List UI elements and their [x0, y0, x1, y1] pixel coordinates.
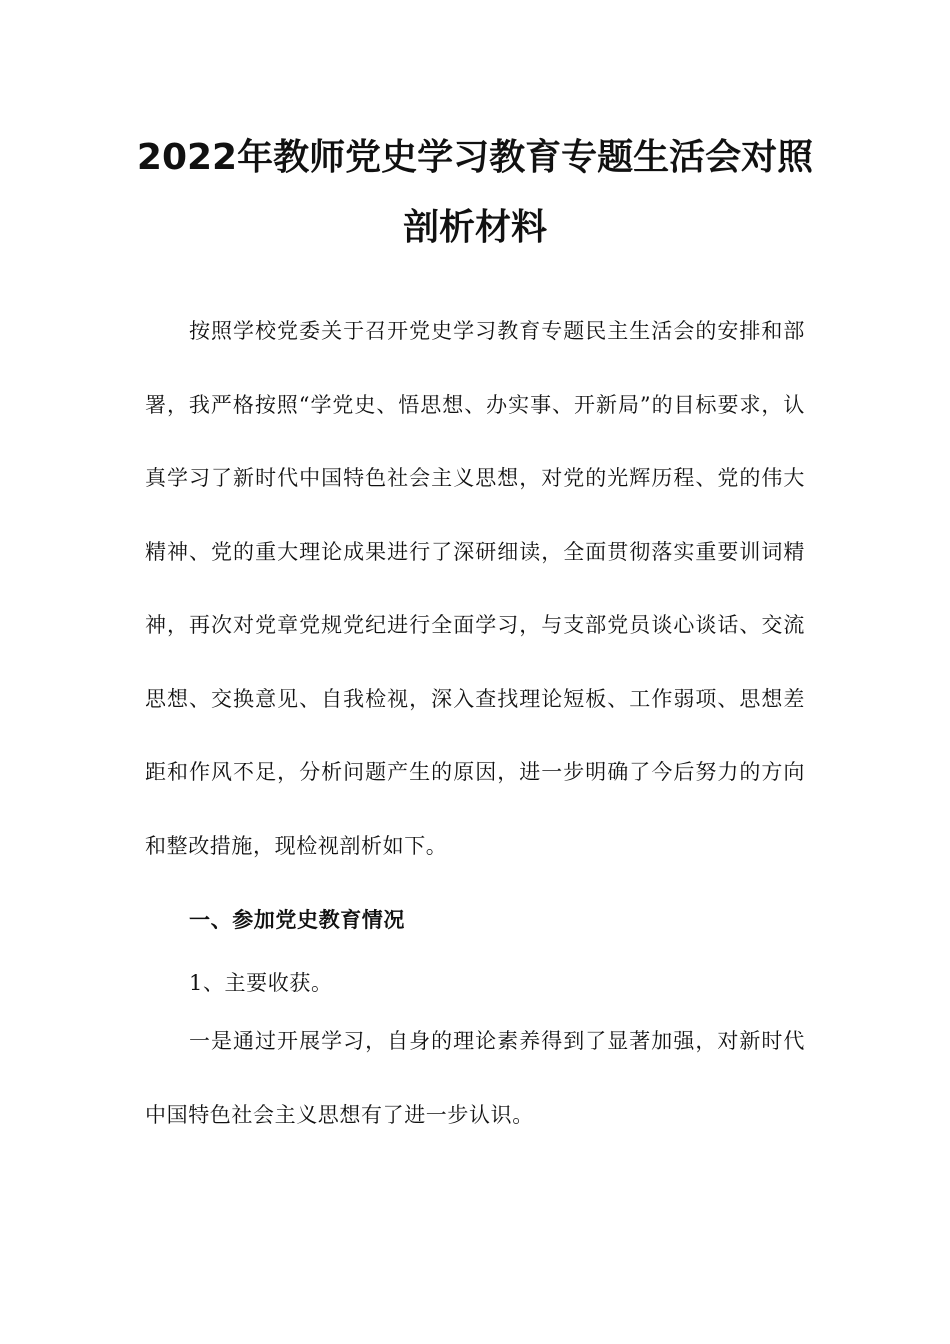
subsection-heading: 1、主要收获。	[189, 971, 333, 995]
body-paragraph: 一是通过开展学习，自身的理论素养得到了显著加强，对新时代中国特色社会主义思想有了进一步认识。	[145, 1029, 805, 1127]
document-title-line-2: 剖析材料	[402, 207, 547, 248]
section-heading: 一、参加党史教育情况	[189, 908, 405, 932]
intro-paragraph: 按照学校党委关于召开党史学习教育专题民主生活会的安排和部署，我严格按照“学党史、悟思想、办实事、开新局”的目标要求，认真学习了新时代中国特色社会主义思想，对党的光辉历程、党的伟大精神、党的重大理论成果进行了深研细读，全面贯彻落实重要训词精神，再次对党章党规党纪进行全面学习，与支部党员谈心谈话、交流思想、交换意见、自我检视，深入查找理论短板、工作弱项、思想差距和作风不足，分析问题产生的原因，进一步明确了今后努力的方向和整改措施，现检视剖析如下。	[145, 319, 805, 858]
document-title-line-1: 2022年教师党史学习教育专题生活会对照	[136, 137, 814, 178]
